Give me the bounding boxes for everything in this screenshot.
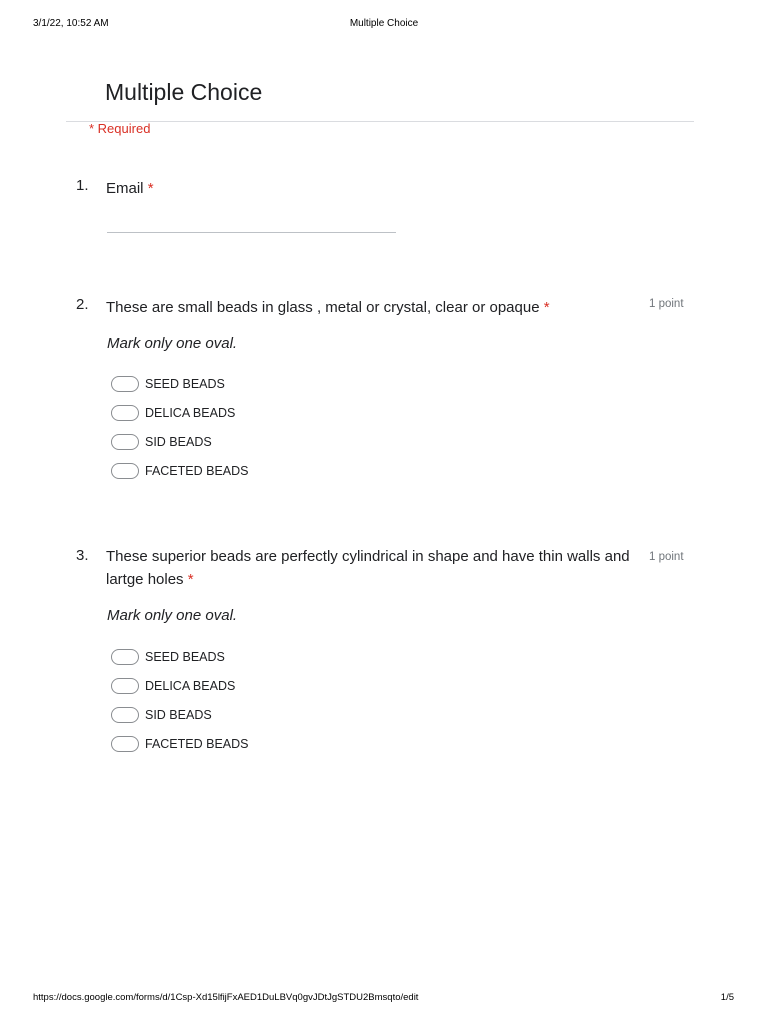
option-label: FACETED BEADS: [145, 736, 249, 751]
radio-oval[interactable]: [111, 649, 139, 665]
option-label: SEED BEADS: [145, 376, 225, 391]
question-text: [106, 545, 646, 591]
radio-oval[interactable]: [111, 434, 139, 450]
points-label: 1 point: [649, 551, 684, 563]
radio-oval[interactable]: [111, 376, 139, 392]
radio-oval[interactable]: [111, 463, 139, 479]
email-field[interactable]: [107, 232, 396, 233]
radio-oval[interactable]: [111, 405, 139, 421]
option-seed-beads[interactable]: [111, 642, 249, 671]
print-doc-title: Multiple Choice: [349, 18, 419, 29]
question-label: These are small beads in glass , metal or crystal, clear or opaque: [106, 299, 540, 316]
option-delica-beads[interactable]: [111, 398, 249, 427]
required-asterisk: *: [147, 180, 154, 197]
title-divider: [66, 121, 694, 122]
option-delica-beads[interactable]: [111, 671, 249, 700]
print-footer-url: https://docs.google.com/forms/d/1Csp-Xd15lfijFxAED1DuLBVq0gvJDtJgSTDU2Bmsqto/edit: [33, 992, 419, 1003]
points-label: 1 point: [649, 298, 684, 310]
option-sid-beads[interactable]: [111, 700, 249, 729]
question-text: [106, 296, 646, 319]
option-list: [111, 642, 249, 758]
option-seed-beads[interactable]: [111, 369, 249, 398]
print-page-number: 1/5: [720, 992, 734, 1003]
radio-oval[interactable]: [111, 736, 139, 752]
required-asterisk: *: [187, 571, 194, 588]
instruction-text: Mark only one oval.: [107, 335, 238, 352]
option-faceted-beads[interactable]: [111, 729, 249, 758]
option-label: FACETED BEADS: [145, 463, 249, 478]
print-datetime: 3/1/22, 10:52 AM: [33, 18, 109, 29]
question-text: [106, 177, 646, 200]
option-label: SID BEADS: [145, 434, 212, 449]
required-note: * Required: [89, 121, 151, 136]
option-list: [111, 369, 249, 485]
question-number: 2.: [76, 296, 89, 313]
instruction-text: Mark only one oval.: [107, 607, 238, 624]
option-label: DELICA BEADS: [145, 405, 236, 420]
question-label: Email: [106, 180, 144, 197]
radio-oval[interactable]: [111, 678, 139, 694]
option-sid-beads[interactable]: [111, 427, 249, 456]
question-label: These superior beads are perfectly cylindrical in shape and have thin walls and lartge holes: [106, 548, 630, 588]
option-label: SEED BEADS: [145, 649, 225, 664]
question-number: 1.: [76, 177, 89, 194]
question-number: 3.: [76, 547, 89, 564]
form-title: Multiple Choice: [105, 79, 263, 105]
option-faceted-beads[interactable]: [111, 456, 249, 485]
radio-oval[interactable]: [111, 707, 139, 723]
required-asterisk: *: [543, 299, 550, 316]
option-label: SID BEADS: [145, 707, 212, 722]
option-label: DELICA BEADS: [145, 678, 236, 693]
